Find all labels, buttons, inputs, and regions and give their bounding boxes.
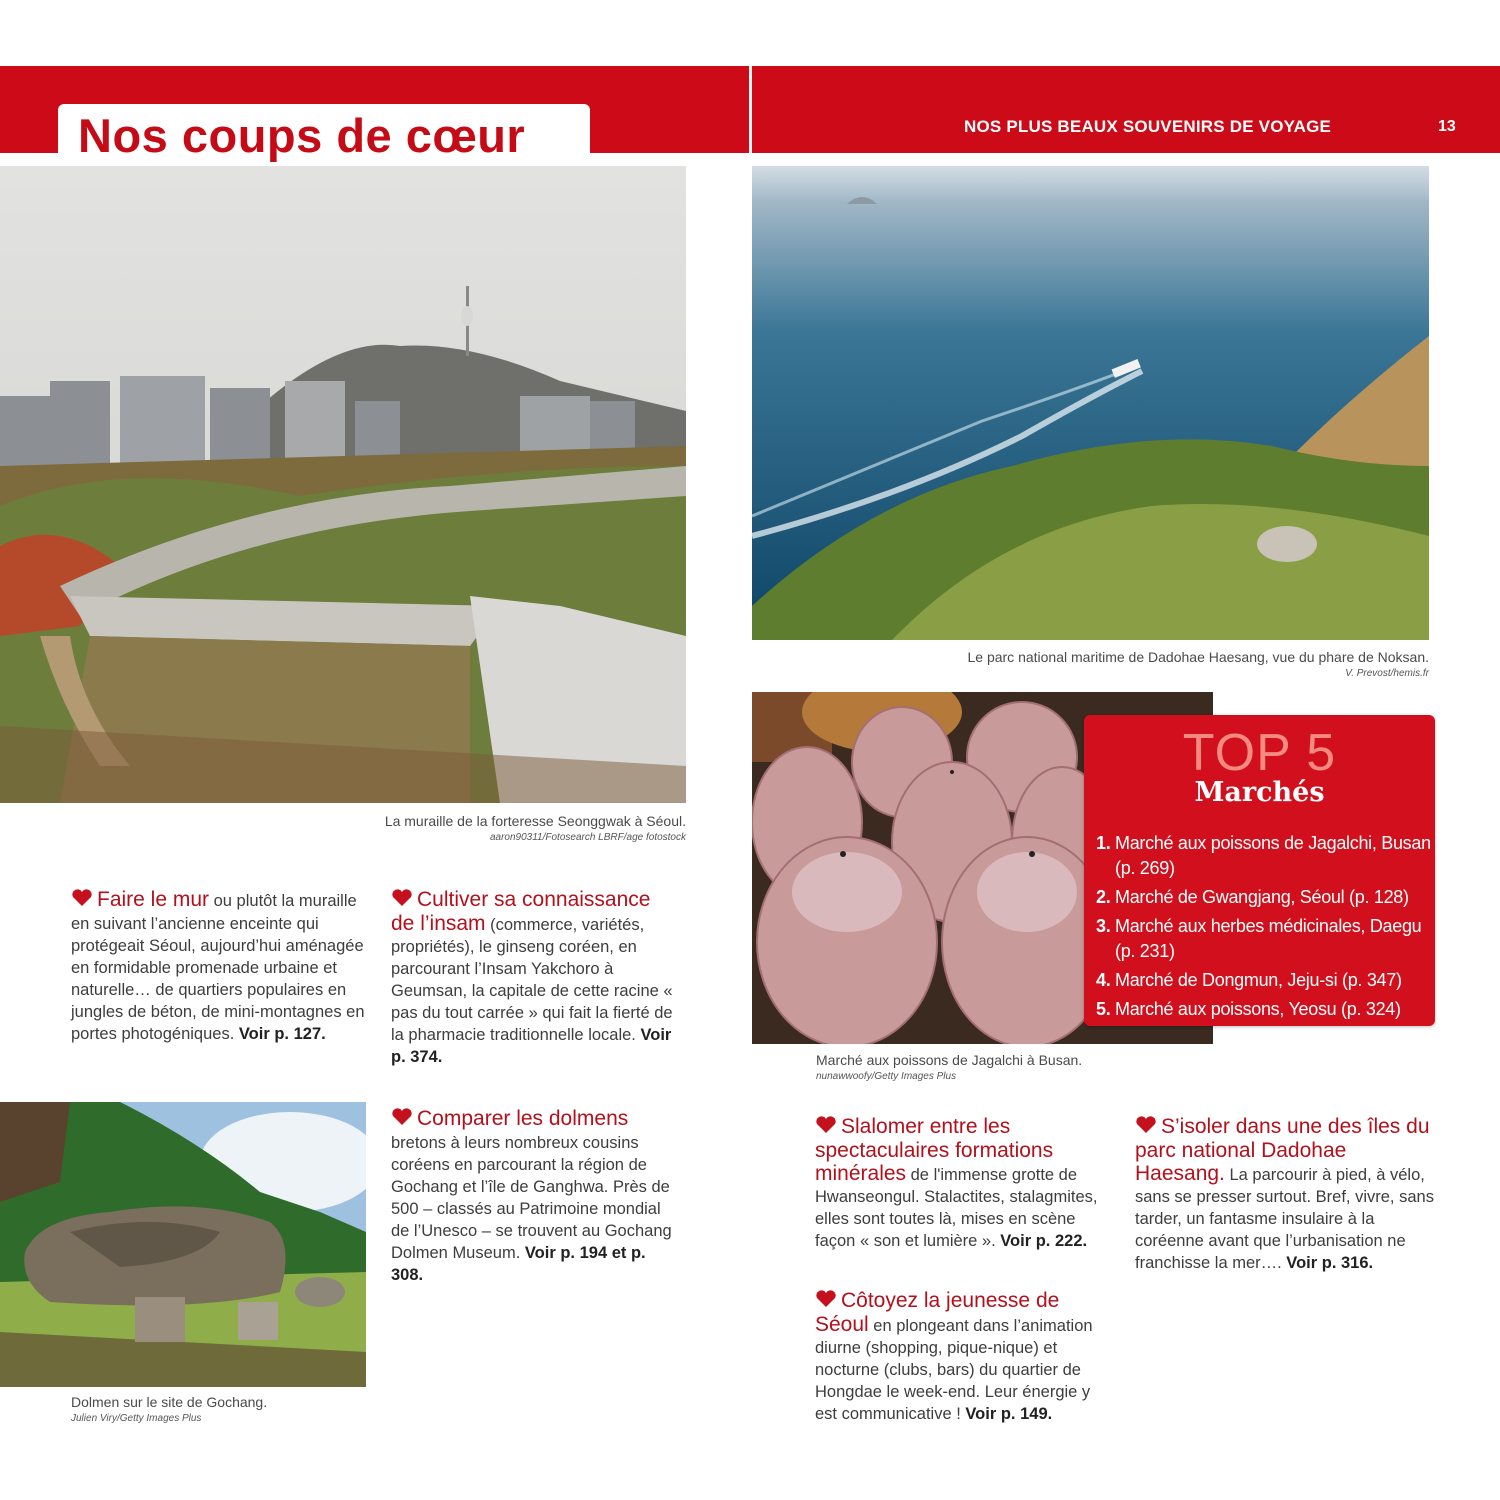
- top5-list: [1096, 831, 1431, 1026]
- running-head: NOS PLUS BEAUX SOUVENIRS DE VOYAGE: [964, 117, 1332, 136]
- photo-dadohae-sea: [752, 166, 1429, 640]
- top5-subtitle: Marchés: [1194, 777, 1325, 808]
- heart-icon: [815, 1116, 841, 1140]
- article-iles-dadohae: [1135, 1116, 1435, 1274]
- header-band-right: [752, 66, 1500, 153]
- article-body: ou plutôt la muraille en suivant l’ancienne enceinte qui protégeait Séoul, aujourd’hui aménagée en formidable promenade urbaine et naturelle… de quartiers populaires en jungles de béton, de mini-montagnes en portes photogéniques.: [71, 892, 365, 1043]
- page-reference: Voir p. 374.: [391, 1026, 672, 1066]
- top5-item: 3. Marché aux herbes médicinales, Daegu (p. 231): [1096, 916, 1422, 961]
- article-body: (commerce, variétés, propriétés), le ginseng coréen, en parcourant l’Insam Yakchoro à Geumsan, la capitale de cette racine « pas du tout carrée » qui fait la fierté de la pharmacie traditionnelle locale.: [391, 916, 673, 1044]
- photo-credit: nunawwoofy/Getty Images Plus: [816, 1071, 957, 1082]
- page-reference: Voir p. 194 et p. 308.: [391, 1244, 646, 1284]
- article-hwanseongul: [815, 1116, 1110, 1252]
- heart-icon: [391, 889, 417, 913]
- article-body: bretons à leurs nombreux cousins coréens en parcourant la région de Gochang et l’île de Ganghwa. Près de 500 – classés au Patrimoine mondial de l’Unesco – se trouvent au Gochang Dolmen Museum.: [391, 1134, 672, 1262]
- photo-fortress-wall: [0, 166, 686, 803]
- photo-credit: Julien Viry/Getty Images Plus: [71, 1413, 202, 1424]
- article-body: de l'immense grotte de Hwanseongul. Stalactites, stalagmites, elles sont toutes là, mises en scène façon « son et lumière ».: [815, 1166, 1098, 1250]
- photo-credit: V. Prevost/hemis.fr: [1345, 668, 1429, 679]
- page-number: 13: [1438, 118, 1456, 135]
- page-reference: Voir p. 149.: [965, 1405, 1053, 1423]
- page-reference: Voir p. 316.: [1286, 1254, 1374, 1272]
- article-hongdae: [815, 1290, 1110, 1425]
- heart-icon: [391, 1108, 417, 1132]
- top5-item: 1. Marché aux poissons de Jagalchi, Busan (p. 269): [1096, 833, 1431, 878]
- page-title: Nos coups de cœur: [78, 109, 526, 162]
- article-heading: Comparer les dolmens: [417, 1107, 629, 1130]
- article-heading: Faire le mur: [97, 888, 210, 911]
- heart-icon: [815, 1290, 841, 1314]
- photo-caption: Marché aux poissons de Jagalchi à Busan.: [816, 1052, 1083, 1068]
- top5-markets-box: [1084, 715, 1435, 1026]
- article-body: en plongeant dans l’animation diurne (shopping, pique-nique) et nocturne (clubs, bars) du quartier de Hongdae le week-end. Leur énergie y est communicative !: [815, 1317, 1093, 1423]
- top5-title: TOP 5: [1182, 724, 1337, 782]
- top5-item: 5. Marché aux poissons, Yeosu (p. 324): [1096, 999, 1401, 1019]
- article-heading: Slalomer entre les spectaculaires formations minérales: [815, 1115, 1054, 1185]
- page-reference: Voir p. 127.: [238, 1025, 326, 1043]
- heart-icon: [1135, 1116, 1161, 1140]
- page-reference: Voir p. 222.: [1000, 1232, 1088, 1250]
- article-heading: S’isoler dans une des îles du parc national Dadohae Haesang.: [1135, 1115, 1430, 1185]
- article-heading: Cultiver sa connaissance de l’insam: [391, 888, 651, 935]
- article-insam: [391, 889, 676, 1068]
- photo-caption: La muraille de la forteresse Seonggwak à Séoul.: [384, 813, 686, 829]
- article-faire-le-mur: [71, 889, 371, 1045]
- heart-icon: [71, 889, 97, 913]
- photo-dolmen-gochang: [0, 1102, 366, 1387]
- top5-item: 2. Marché de Gwangjang, Séoul (p. 128): [1096, 887, 1409, 907]
- top5-item: 4. Marché de Dongmun, Jeju-si (p. 347): [1096, 970, 1402, 990]
- photo-caption: Le parc national maritime de Dadohae Haesang, vue du phare de Noksan.: [967, 649, 1429, 665]
- article-heading: Côtoyez la jeunesse de Séoul: [815, 1289, 1060, 1336]
- photo-caption: Dolmen sur le site de Gochang.: [71, 1394, 268, 1410]
- article-dolmens: [391, 1108, 681, 1286]
- photo-credit: aaron90311/Fotosearch LBRF/age fotostock: [489, 832, 686, 843]
- article-body: La parcourir à pied, à vélo, sans se presser surtout. Bref, vivre, sans tarder, un fantasme insulaire à la coréenne avant que l’urbanisation ne franchisse la mer….: [1135, 1166, 1434, 1272]
